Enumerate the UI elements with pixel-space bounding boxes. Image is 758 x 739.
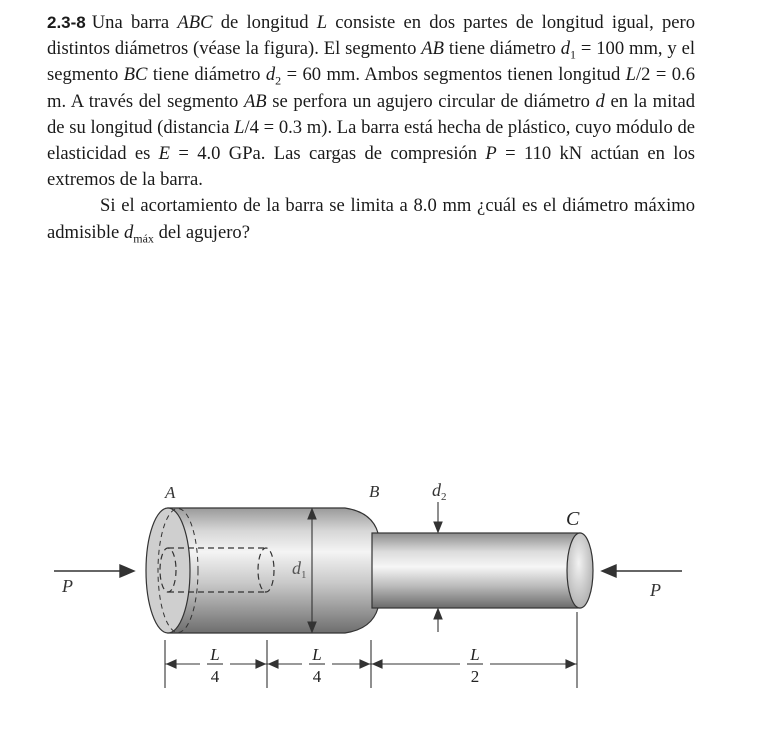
text-run: = 60 mm. Ambos segmentos tienen longitud (281, 64, 626, 86)
text-run: /2 = 0.6 m. A través del segmento (47, 64, 695, 112)
text-run: se perfora un agujero circular de diámetro (266, 90, 596, 112)
text-run: tiene diámetro (147, 64, 266, 86)
dim-1-num: L (210, 645, 220, 664)
label-a: A (165, 483, 176, 502)
dim-labels (200, 645, 490, 696)
dim-3-den: 2 (470, 667, 480, 686)
problem-number: 2.3-8 (47, 13, 86, 32)
segment-bc (372, 533, 580, 608)
d1-label: $d_1$ (292, 558, 307, 581)
text-run: en la mitad de su longitud (distancia (47, 90, 695, 138)
text-run: 2 (275, 74, 282, 89)
dim-2-den: 4 (312, 667, 322, 686)
text-run: tiene diámetro (443, 38, 561, 60)
text-run: de longitud (212, 12, 317, 33)
text-run: = 110 kN actúan en los extremos de la barra. (47, 143, 695, 191)
text-run: P (485, 143, 497, 165)
text-run: AB (421, 38, 444, 60)
text-run: L (234, 116, 245, 138)
dim-2-num: L (312, 645, 322, 664)
text-run: d (560, 38, 571, 60)
label-p-left: P (62, 576, 73, 596)
text-run: L (625, 64, 636, 86)
end-face-c (567, 533, 593, 608)
segment-ab (168, 508, 378, 633)
text-run: = 100 mm, y el segmento (47, 38, 695, 86)
d2-label: $d_2$ (432, 480, 447, 503)
label-b: B (369, 482, 380, 501)
text-run: E (158, 143, 171, 165)
text-run: /4 = 0.3 m). La barra está hecha de plástico, cuyo módulo de elasticidad es (47, 116, 696, 165)
text-run: del agujero? (153, 221, 250, 243)
text-run: L (316, 12, 328, 33)
text-run: = 4.0 GPa. Las cargas de compresión (170, 143, 486, 165)
text-run: 1 (570, 47, 577, 62)
text-run: d (123, 221, 134, 243)
label-p-right: P (650, 580, 661, 600)
load-arrow-right (602, 565, 682, 577)
text-run: ABC (177, 12, 213, 33)
dim-3-num: L (470, 645, 480, 664)
text-run: Si el acortamiento de la barra se limita a 8.0 mm ¿cuál es el diámetro máximo admisible (47, 195, 695, 243)
text-run: Una barra (91, 12, 178, 33)
text-run: máx (133, 231, 154, 246)
text-run: AB (243, 90, 267, 112)
end-face-a (146, 508, 190, 633)
text-run: BC (123, 64, 148, 86)
text-run: d (595, 90, 605, 112)
label-c: C (566, 508, 580, 530)
dim-1-den: 4 (210, 667, 220, 686)
text-run: consiste en dos partes de longitud igual, pero distintos diámetros (véase la figura). El segmento (47, 12, 695, 60)
text-run: d (265, 64, 276, 86)
